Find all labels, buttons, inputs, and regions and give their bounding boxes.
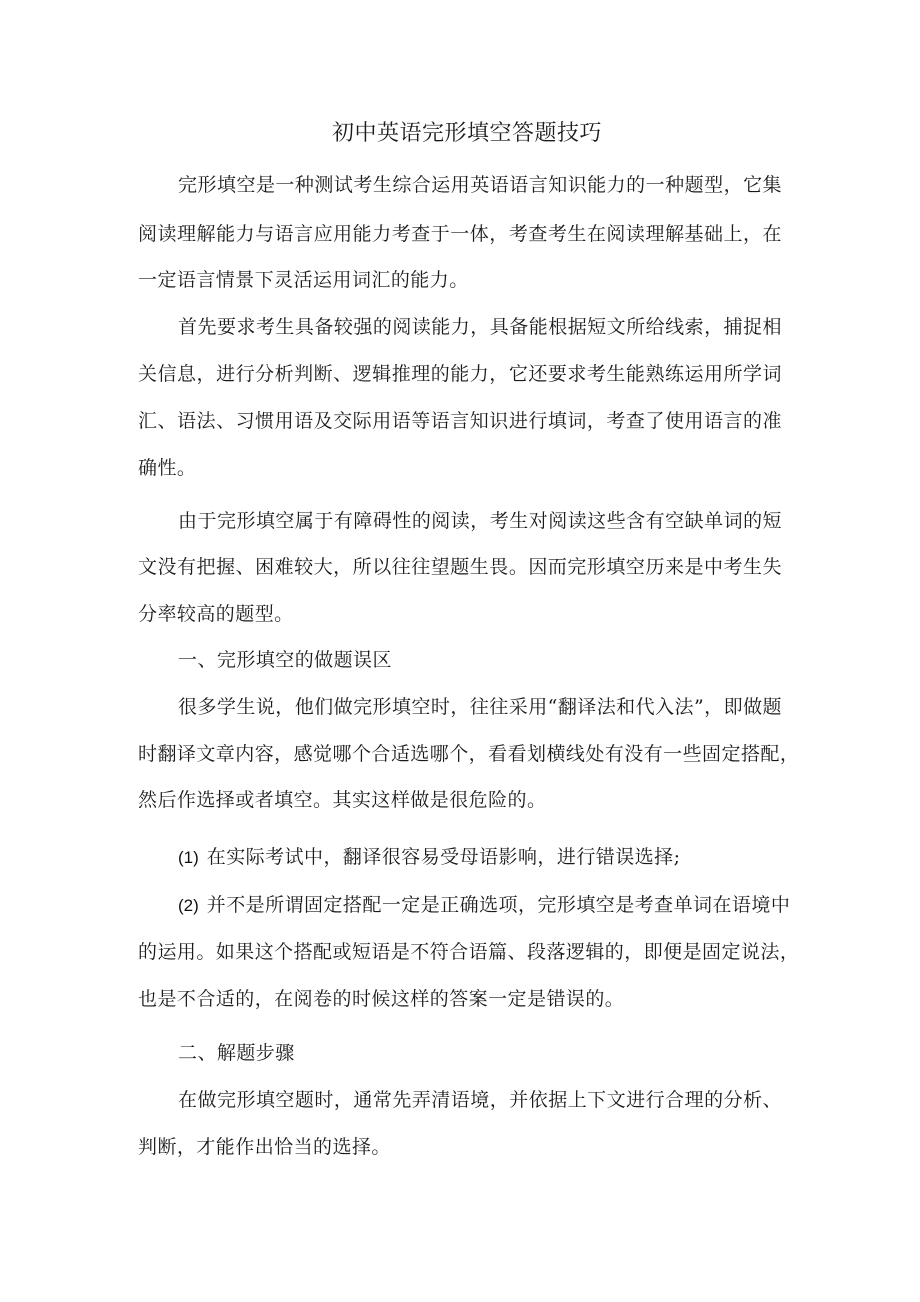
list-item-text: 在实际考试中，翻译很容易受母语影响，进行错误选择; xyxy=(206,846,681,868)
paragraph-line: 关信息，进行分析判断、逻辑推理的能力，它还要求考生能熟练运用所学词 xyxy=(138,363,782,385)
paragraph-line: 然后作选择或者填空。其实这样做是很危险的。 xyxy=(138,789,547,811)
paragraph-line: 时翻译文章内容，感觉哪个合适选哪个，看看划横线处有没有一些固定搭配， xyxy=(138,743,800,765)
paragraph-line: 判断，才能作出恰当的选择。 xyxy=(138,1136,391,1158)
paragraph-line: 一定语言情景下灵活运用词汇的能力。 xyxy=(138,269,469,291)
paragraph-line: 完形填空是一种测试考生综合运用英语语言知识能力的一种题型，它集 xyxy=(178,174,782,196)
list-item-text: 并不是所谓固定搭配一定是正确选项，完形填空是考查单词在语境中 xyxy=(206,894,791,916)
paragraph-line: 由于完形填空属于有障碍性的阅读，考生对阅读这些含有空缺单词的短 xyxy=(178,510,782,532)
numbered-list-item-line xyxy=(178,891,791,919)
paragraph-line: 首先要求考生具备较强的阅读能力，具备能根据短文所给线索，捕捉相 xyxy=(178,316,782,338)
numbered-list-item-line xyxy=(178,843,680,871)
list-number: (2) xyxy=(178,896,199,915)
paragraph-line: 的运用。如果这个搭配或短语是不符合语篇、段落逻辑的，即便是固定说法， xyxy=(138,941,800,963)
paragraph-line: 阅读理解能力与语言应用能力考查于一体，考查考生在阅读理解基础上，在 xyxy=(138,223,782,245)
paragraph-line: 文没有把握、困难较大，所以往往望题生畏。因而完形填空历来是中考生失 xyxy=(138,556,782,578)
paragraph-line: 分率较高的题型。 xyxy=(138,603,294,625)
paragraph-line: 二、解题步骤 xyxy=(178,1042,295,1064)
list-number: (1) xyxy=(178,848,199,867)
paragraph-line: 很多学生说，他们做完形填空时，往往采用“翻译法和代入法”，即做题 xyxy=(178,696,782,718)
paragraph-line: 确性。 xyxy=(138,457,197,479)
paragraph-line: 汇、语法、习惯用语及交际用语等语言知识进行填词，考查了使用语言的准 xyxy=(138,410,782,432)
document-title: 初中英语完形填空答题技巧 xyxy=(331,121,602,146)
paragraph-line: 一、完形填空的做题误区 xyxy=(178,649,392,671)
paragraph-line: 也是不合适的，在阅卷的时候这样的答案一定是错误的。 xyxy=(138,988,625,1010)
paragraph-line: 在做完形填空题时，通常先弄清语境，并依据上下文进行合理的分析、 xyxy=(178,1089,782,1111)
